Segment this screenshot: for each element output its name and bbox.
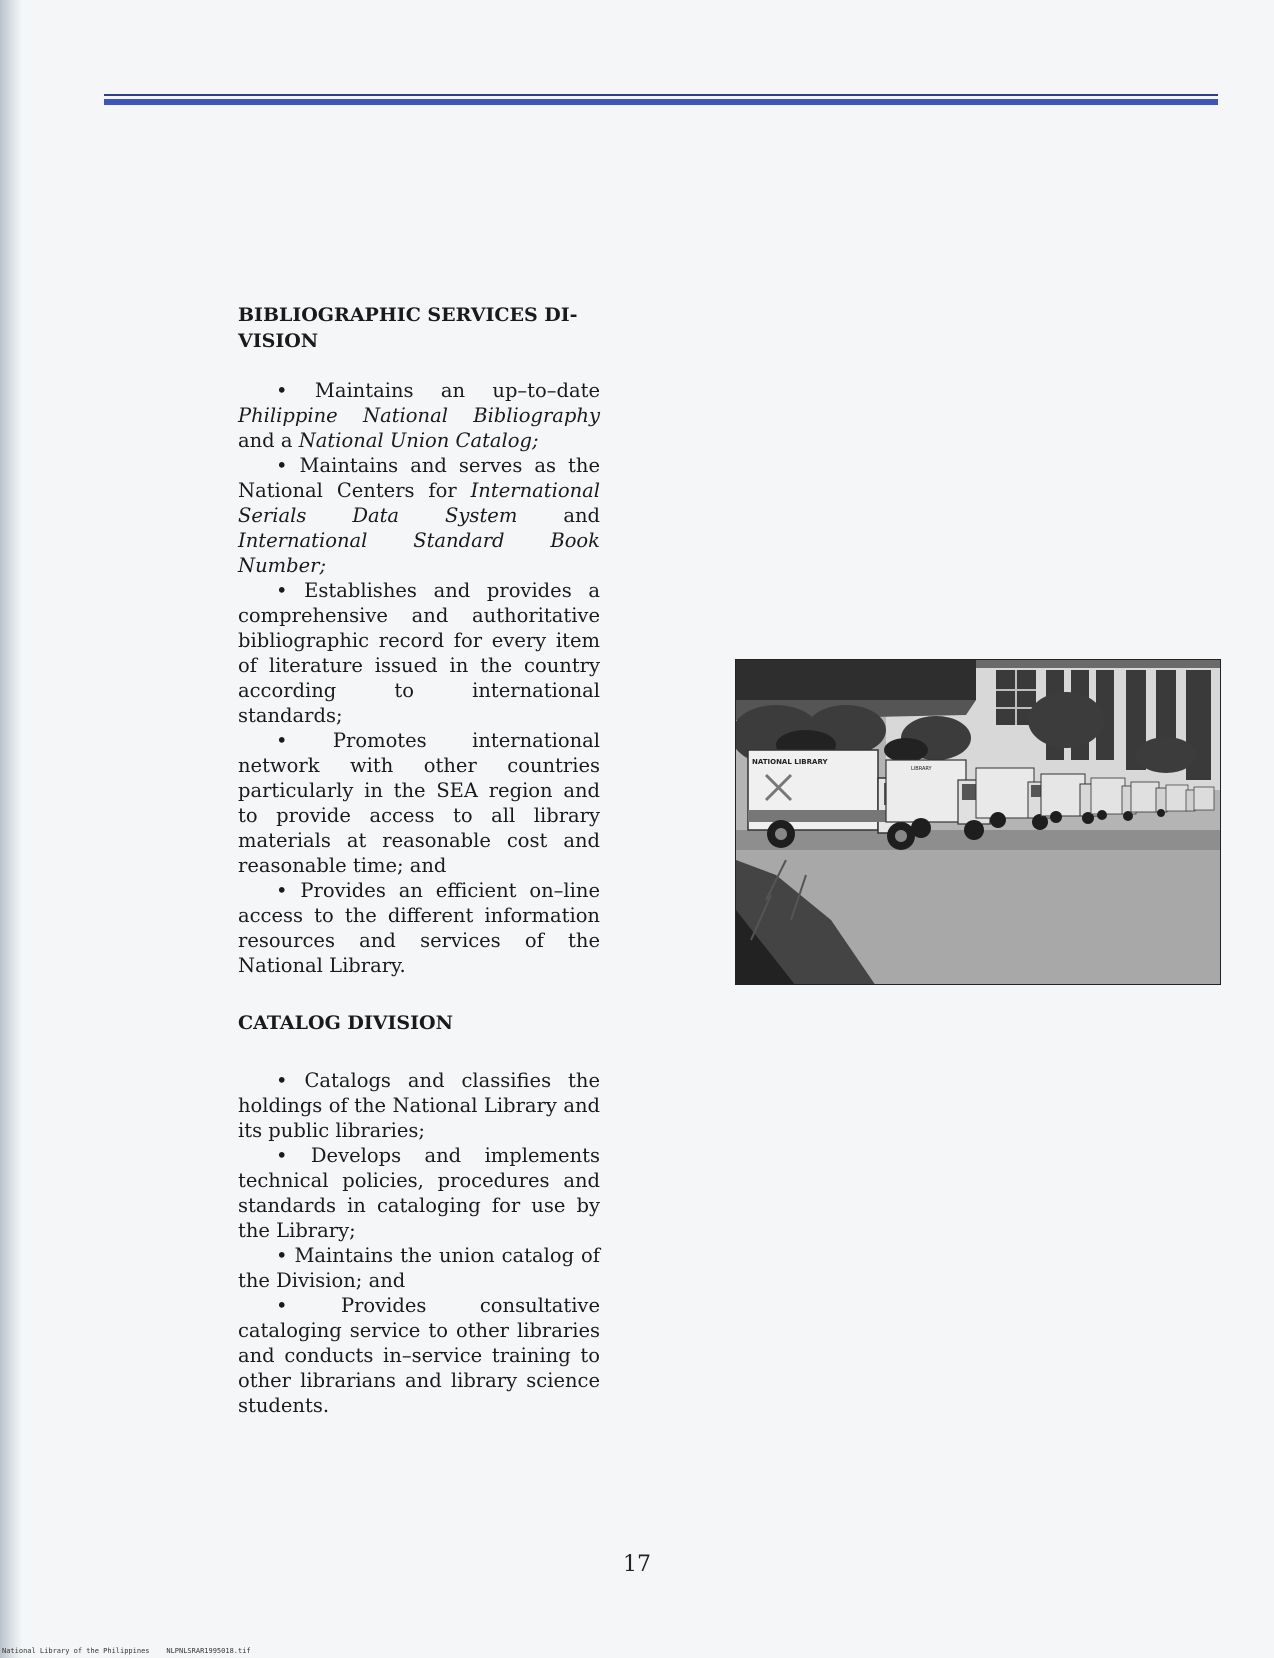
heading-line-1: BIBLIOGRAPHIC SERVICES DI- <box>238 304 578 326</box>
bookmobile-photo <box>735 659 1221 985</box>
catalog-item-4: • Provides consultative cataloging service to other libraries and conducts in–service training to other librarians and library science students. <box>238 1294 600 1417</box>
section-heading-bibliographic <box>238 302 598 354</box>
catalog-item-3: • Maintains the union catalog of the Division; and <box>238 1244 600 1292</box>
catalog-item-2: • Develops and implements technical policies, procedures and standards in cataloging for use by the Library; <box>238 1144 600 1242</box>
text-column <box>238 302 600 1418</box>
bibliographic-item-2: • Maintains and serves as the National Centers for International Serials Data System and International Standard Book Number; <box>238 454 600 577</box>
bibliographic-item-1: • Maintains an up–to–date Philippine National Bibliography and a National Union Catalog; <box>238 379 600 452</box>
bibliographic-item-5: • Provides an efficient on–line access to the different information resources and services of the National Library. <box>238 879 600 977</box>
van-label: NATIONAL LIBRARY <box>752 758 828 766</box>
section-heading-catalog: CATALOG DIVISION <box>238 1012 453 1034</box>
bibliographic-item-4: • Promotes international network with other countries particularly in the SEA region and to provide access to all library materials at reasonable cost and reasonable time; and <box>238 729 600 877</box>
bibliographic-item-3: • Establishes and provides a comprehensive and authoritative bibliographic record for every item of literature issued in the country according to international standards; <box>238 579 600 727</box>
van-label-2: LIBRARY <box>911 766 932 772</box>
heading-line-2: VISION <box>238 330 319 352</box>
header-rule-thin <box>104 94 1218 96</box>
page-binding-shadow <box>0 0 22 1658</box>
scan-footer: National Library of the Philippines NLPNLSRAR1995018.tif <box>2 1647 251 1655</box>
header-rule-thick <box>104 99 1218 105</box>
catalog-item-1: • Catalogs and classifies the holdings of the National Library and its public libraries; <box>238 1069 600 1142</box>
page-number: 17 <box>623 1552 651 1577</box>
